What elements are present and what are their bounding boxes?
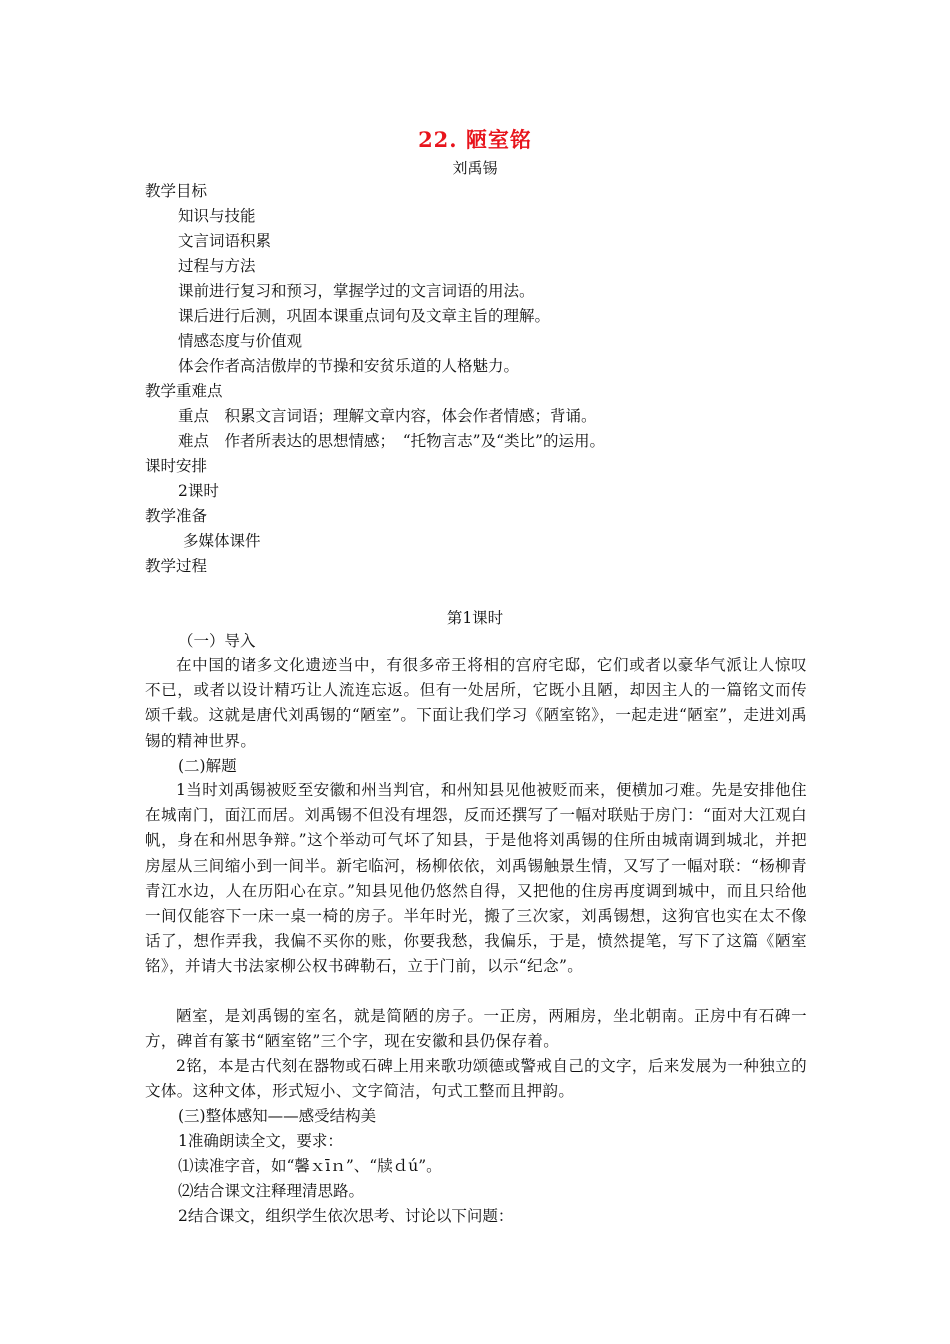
perceive-item-1b: ⑵结合课文注释理清思路。 xyxy=(178,1182,365,1200)
goal-process: 过程与方法 xyxy=(178,257,256,275)
intro-paragraph: 在中国的诸多文化遗迹当中，有很多帝王将相的宫府宅邸，它们或者以豪华气派让人惊叹不已，或者以设计精巧让人流连忘返。但有一处居所，它既小且陋，却因主人的一篇铭文而传颂千载。这就是唐代刘禹锡的“陋室”。下面让我们学习《陋室铭》，一起走进“陋室”，走进刘禹锡的精神世界。 xyxy=(145,656,807,750)
key-point: 重点 积累文言词语；理解文章内容，体会作者情感；背诵。 xyxy=(178,407,597,425)
perceive-item-1a: ⑴读准字音，如“馨ｘīｎ”、“牍ｄú”。 xyxy=(178,1157,442,1175)
prep-value: 多媒体课件 xyxy=(183,532,261,550)
goal-knowledge: 知识与技能 xyxy=(178,207,256,225)
explain-paragraph-3: 2铭，本是古代刻在器物或石碑上用来歌功颂德或警戒自己的文字，后来发展为一种独立的文体。这种文体，形式短小、文字简洁，句式工整而且押韵。 xyxy=(145,1057,807,1101)
prep-heading: 教学准备 xyxy=(145,507,208,525)
goal-process-item-2: 课后进行后测，巩固本课重点词句及文章主旨的理解。 xyxy=(178,307,551,325)
explain-paragraph-1: 1当时刘禹锡被贬至安徽和州当判官，和州知县见他被贬而来，便横加刁难。先是安排他住在城南门，面江而居。刘禹锡不但没有埋怨，反而还撰写了一幅对联贴于房门：“面对大江观白帆，身在和州思争辩。”这个举动可气坏了知县，于是他将刘禹锡的住所由城南调到城北，并把房屋从三间缩小到一间半。新宅临河，杨柳依依，刘禹锡触景生情，又写了一幅对联：“杨柳青青江水边，人在历阳心在京。”知县见他仍悠然自得，又把他的住房再度调到城中，而且只给他一间仅能容下一床一桌一椅的房子。半年时光，搬了三次家，刘禹锡想，这狗官也实在太不像话了，想作弄我，我偏不买你的账，你要我愁，我偏乐，于是，愤然提笔，写下了这篇《陋室铭》，并请大书法家柳公权书碑勒石，立于门前，以示“纪念”。 xyxy=(145,781,807,976)
goal-emotion-item: 体会作者高洁傲岸的节操和安贫乐道的人格魅力。 xyxy=(178,357,520,375)
goal-emotion: 情感态度与价值观 xyxy=(178,332,303,350)
perceive-item-2: 2结合课文，组织学生依次思考、讨论以下问题： xyxy=(178,1207,514,1225)
author-name: 刘禹锡 xyxy=(452,159,498,177)
explain-paragraph-2: 陋室，是刘禹锡的室名，就是简陋的房子。一正房，两厢房，坐北朝南。正房中有石碑一方，碑首有篆书“陋室铭”三个字，现在安徽和县仍保存着。 xyxy=(145,1007,807,1051)
schedule-heading: 课时安排 xyxy=(145,457,208,475)
schedule-value: 2课时 xyxy=(178,482,219,500)
key-points-heading: 教学重难点 xyxy=(145,382,223,400)
difficult-point: 难点 作者所表达的思想情感； “托物言志”及“类比”的运用。 xyxy=(178,432,605,450)
perceive-heading: (三)整体感知——感受结构美 xyxy=(178,1107,377,1125)
page-title: 22. 陋室铭 xyxy=(418,127,532,152)
period-title: 第1课时 xyxy=(446,609,504,627)
perceive-item-1: 1准确朗读全文，要求： xyxy=(178,1132,343,1150)
intro-heading: （一）导入 xyxy=(178,632,256,650)
goals-heading: 教学目标 xyxy=(145,182,208,200)
goal-process-item-1: 课前进行复习和预习，掌握学过的文言词语的用法。 xyxy=(178,282,535,300)
process-heading: 教学过程 xyxy=(145,557,208,575)
explain-heading: (二)解题 xyxy=(178,757,237,775)
goal-knowledge-item: 文言词语积累 xyxy=(178,232,272,250)
